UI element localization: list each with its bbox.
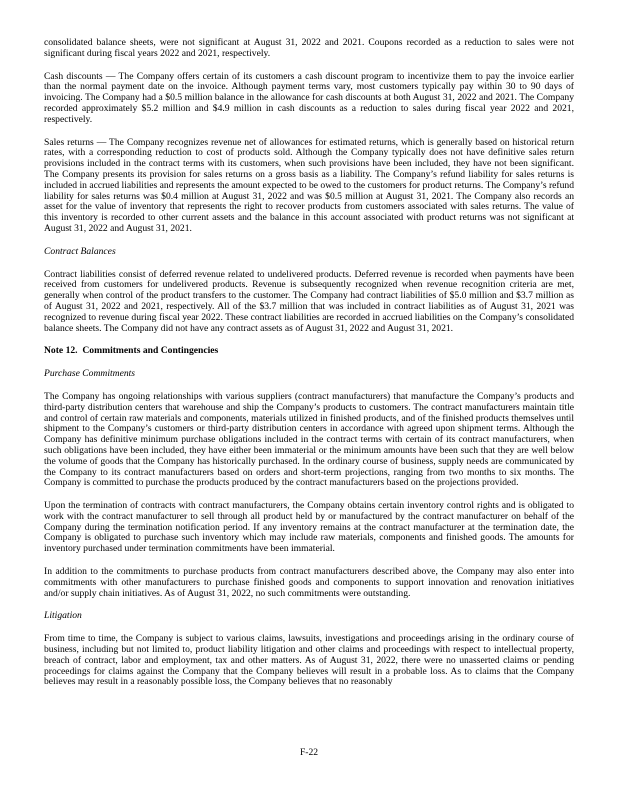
paragraph-coupons-continuation: consolidated balance sheets, were not significant at August 31, 2022 and 2021. Coupons recorded as a reduction to sales were not significant during fiscal years 2022 and 2021, respectively.	[44, 37, 574, 59]
heading-contract-balances: Contract Balances	[44, 245, 116, 257]
heading-purchase-commitments: Purchase Commitments	[44, 368, 136, 380]
paragraph-litigation: From time to time, the Company is subject to various claims, lawsuits, investigations and proceedings arising in the ordinary course of business, including but not limited to, product liability litigation and other claims and proceedings with respect to intellectual property, breach of contract, labor and employment, tax and other matters. As of August 31, 2022, there were no unasserted claims or pending proceedings for claims against the Company that the Company believes will result in a probable loss. As to claims that the Company believes may result in a reasonably possible loss, the Company believes that no reasonably	[44, 633, 574, 688]
paragraph-contract-manufacturers: The Company has ongoing relationships with various suppliers (contract manufacturers) that manufacture the Company’s products and third-party distribution centers that warehouse and ship the Company’s products to customers. The contract manufacturers maintain title and control of certain raw materials and components, materials utilized in finished products, and of the finished products themselves until shipment to the Company’s customers or third-party distribution centers in accordance with agreed upon shipment terms. Although the Company has definitive minimum purchase obligations included in the contract terms with certain of its contract manufacturers, when such obligations have been included, they have either been immaterial or the minimum amounts have been such that they are well below the volume of goods that the Company has historically purchased. In the ordinary course of business, supply needs are communicated by the Company to its contract manufacturers based on orders and short-term projections, ranging from two months to six months. The Company is committed to purchase the products produced by the contract manufacturers based on the projections provided.	[44, 390, 574, 489]
paragraph-cash-discounts: Cash discounts — The Company offers certain of its customers a cash discount program to incentivize them to pay the invoice earlier than the normal payment date on the invoice. Although payment terms vary, most customers typically pay within 30 to 90 days of invoicing. The Company had a $0.5 million balance in the allowance for cash discounts at both August 31, 2022 and 2021. The Company recorded approximately $5.2 million and $4.9 million in cash discounts as a reduction to sales during fiscal year 2022 and 2021, respectively.	[44, 70, 574, 125]
page-number: F-22	[299, 747, 319, 758]
heading-note-12-commitments-and-contingencies: Note 12. Commitments and Contingencies	[44, 345, 219, 357]
paragraph-termination-of-contracts: Upon the termination of contracts with contract manufacturers, the Company obtains certain inventory control rights and is obligated to work with the contract manufacturer to sell through all product held by or manufactured by the contract manufacturer on behalf of the Company during the termination notification period. If any inventory remains at the contract manufacturer at the termination date, the Company is obligated to purchase such inventory which may include raw materials, components and finished goods. The amounts for inventory purchased under termination commitments have been immaterial.	[44, 500, 574, 555]
paragraph-contract-liabilities: Contract liabilities consist of deferred revenue related to undelivered products. Deferred revenue is recorded when payments have been received from customers for undelivered products. Revenue is subsequently recognized when revenue recognition criteria are met, generally when control of the product transfers to the customer. The Company had contract liabilities of $5.0 million and $3.7 million as of August 31, 2022 and 2021, respectively. All of the $3.7 million that was included in contract liabilities as of August 31, 2021 was recognized to revenue during fiscal year 2022. These contract liabilities are recorded in accrued liabilities on the Company’s consolidated balance sheets. The Company did not have any contract assets as of August 31, 2022 and August 31, 2021.	[44, 268, 574, 334]
paragraph-other-commitments: In addition to the commitments to purchase products from contract manufacturers described above, the Company may also enter into commitments with other manufacturers to purchase finished goods and components to support innovation and renovation initiatives and/or supply chain initiatives. As of August 31, 2022, no such commitments were outstanding.	[44, 566, 574, 599]
paragraph-sales-returns: Sales returns — The Company recognizes revenue net of allowances for estimated returns, which is generally based on historical return rates, with a corresponding reduction to cost of products sold. Although the Company typically does not have definitive sales return provisions included in the contract terms with its customers, when such provisions have been included, they have not been significant. The Company presents its provision for sales returns on a gross basis as a liability. The Company’s refund liability for sales returns is included in accrued liabilities and represents the amount expected to be owed to the customers for product returns. The Company’s refund liability for sales returns was $0.4 million at August 31, 2022 and was $0.5 million at August 31, 2021. The Company also records an asset for the value of inventory that represents the right to recover products from customers associated with sales returns. The value of this inventory is recorded to other current assets and the balance in this account associated with product returns was not significant at August 31, 2022 and August 31, 2021.	[44, 136, 574, 234]
heading-litigation: Litigation	[44, 610, 82, 622]
